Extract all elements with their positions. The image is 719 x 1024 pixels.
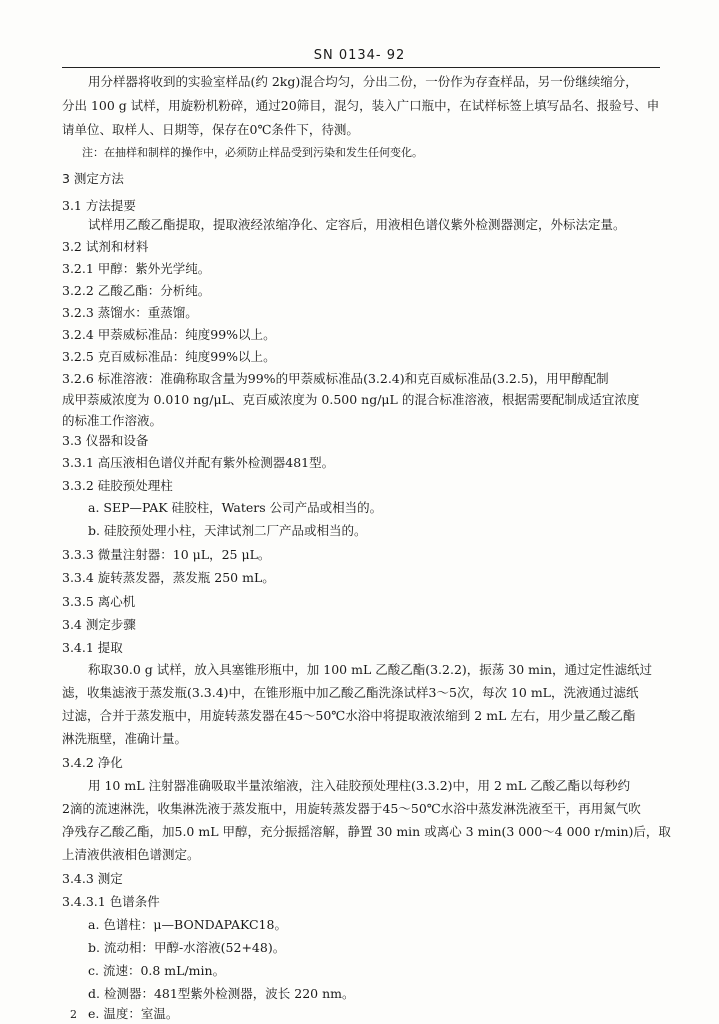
subsection-heading: 3.4.3.1 色谱条件	[62, 894, 160, 909]
list-item: 3.3.1 高压液相色谱仪并配有紫外检测器481型。	[62, 455, 335, 470]
list-item: 3.2.4 甲萘威标准品：纯度99%以上。	[62, 327, 276, 342]
paragraph-line: 称取30.0 g 试样，放入具塞锥形瓶中，加 100 mL 乙酸乙酯(3.2.2)，振荡 30 min，通过定性滤纸过	[88, 662, 653, 677]
subsection-heading: 3.3 仪器和设备	[62, 433, 149, 448]
list-item: 3.2.1 甲醇：紫外光学纯。	[62, 261, 211, 276]
standard-number-header: SN 0134- 92	[313, 48, 406, 63]
subsection-heading: 3.4.2 净化	[62, 755, 123, 770]
sub-list-item: d. 检测器：481型紫外检测器，波长 220 nm。	[88, 986, 355, 1001]
list-item: 3.2.3 蒸馏水：重蒸馏。	[62, 305, 198, 320]
sub-list-item: b. 硅胶预处理小柱，天津试剂二厂产品或相当的。	[88, 523, 367, 538]
list-item: 3.3.5 离心机	[62, 594, 136, 609]
paragraph-line: 用 10 mL 注射器准确吸取半量浓缩液，注入硅胶预处理柱(3.3.2)中，用 2 mL 乙酸乙酯以每秒约	[88, 778, 631, 793]
paragraph-line: 淋洗瓶壁，准确计量。	[62, 731, 188, 746]
sub-list-item: a. SEP—PAK 硅胶柱，Waters 公司产品或相当的。	[88, 500, 383, 515]
paragraph-line: 请单位、取样人、日期等，保存在0℃条件下，待测。	[62, 122, 359, 137]
paragraph-line: 滤，收集滤液于蒸发瓶(3.3.4)中，在锥形瓶中加乙酸乙酯洗涤试样3～5次，每次 10 mL，洗液通过滤纸	[62, 685, 639, 700]
page-number: 2	[70, 1008, 77, 1021]
sub-list-item: c. 流速：0.8 mL/min。	[88, 963, 226, 978]
list-item: 3.2.6 标准溶液：准确称取含量为99%的甲萘威标准品(3.2.4)和克百威标准品(3.2.5)，用甲醇配制	[62, 371, 609, 386]
paragraph-line: 试样用乙酸乙酯提取，提取液经浓缩净化、定容后，用液相色谱仪紫外检测器测定，外标法定量。	[88, 217, 626, 232]
subsection-heading: 3.2 试剂和材料	[62, 239, 149, 254]
section-heading: 3 测定方法	[62, 171, 124, 186]
paragraph-line: 过滤，合并于蒸发瓶中，用旋转蒸发器在45～50℃水浴中将提取液浓缩到 2 mL 左右，用少量乙酸乙酯	[62, 708, 636, 723]
list-item: 3.2.5 克百威标准品：纯度99%以上。	[62, 349, 276, 364]
subsection-heading: 3.4 测定步骤	[62, 617, 136, 632]
sub-list-item: a. 色谱柱：μ—BONDAPAKC18。	[88, 917, 287, 932]
paragraph-line: 用分样器将收到的实验室样品(约 2kg)混合均匀，分出二份，一份作为存查样品，另一份继续缩分，	[88, 74, 638, 89]
paragraph-line: 2滴的流速淋洗，收集淋洗液于蒸发瓶中，用旋转蒸发器于45～50℃水浴中蒸发淋洗液至干，再用氮气吹	[62, 801, 641, 816]
sub-list-item: b. 流动相：甲醇-水溶液(52+48)。	[88, 940, 286, 955]
header-rule	[62, 67, 660, 68]
subsection-heading: 3.4.3 测定	[62, 871, 123, 886]
subsection-heading: 3.4.1 提取	[62, 640, 123, 655]
paragraph-line: 分出 100 g 试样，用旋粉机粉碎，通过20筛目，混匀，装入广口瓶中，在试样标签上填写品名、报验号、申	[62, 98, 660, 113]
sub-list-item: e. 温度：室温。	[88, 1006, 179, 1021]
list-item: 3.3.3 微量注射器：10 μL，25 μL。	[62, 547, 271, 562]
paragraph-line: 成甲萘威浓度为 0.010 ng/μL、克百威浓度为 0.500 ng/μL 的混合标准溶液，根据需要配制成适宜浓度	[62, 392, 640, 407]
paragraph-line: 的标准工作溶液。	[62, 413, 163, 428]
list-item: 3.3.2 硅胶预处理柱	[62, 478, 173, 493]
subsection-heading: 3.1 方法提要	[62, 198, 136, 213]
paragraph-line: 净残存乙酸乙酯，加5.0 mL 甲醇，充分振摇溶解，静置 30 min 或离心 3 min(3 000～4 000 r/min)后，取	[62, 824, 671, 839]
note-line: 注：在抽样和制样的操作中，必须防止样品受到污染和发生任何变化。	[82, 146, 423, 159]
paragraph-line: 上清液供液相色谱测定。	[62, 847, 200, 862]
list-item: 3.3.4 旋转蒸发器，蒸发瓶 250 mL。	[62, 570, 275, 585]
list-item: 3.2.2 乙酸乙酯：分析纯。	[62, 283, 211, 298]
